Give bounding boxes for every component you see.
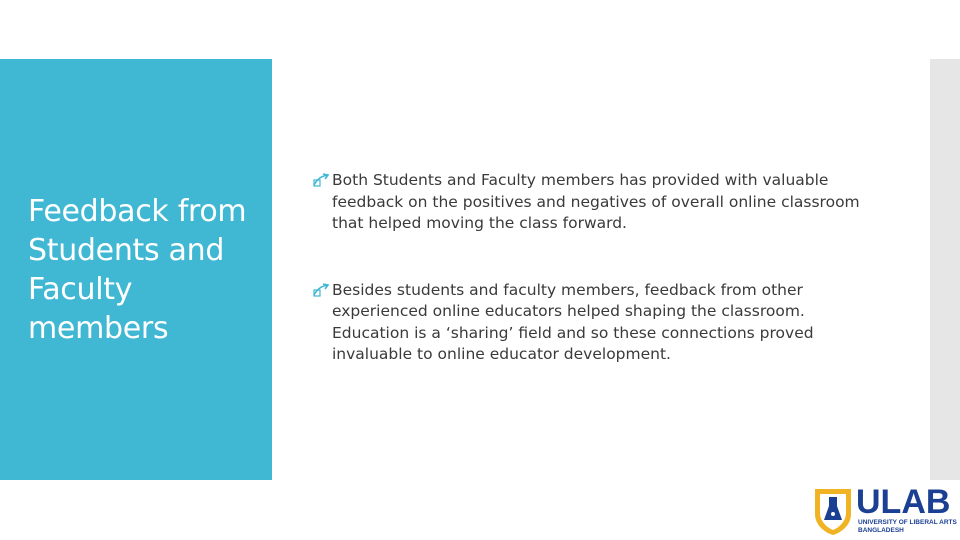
crest-icon — [812, 486, 854, 536]
bullet-text: Besides students and faculty members, feedback from other experienced online educators helped shaping the classroom. Education is a ‘sharing’ field and so these connections proved invaluable to online educator development. — [332, 280, 814, 363]
logo-subtitle-line1: UNIVERSITY OF LIBERAL ARTS — [858, 519, 957, 526]
bullet-arrow-icon — [312, 172, 330, 188]
bullet-arrow-icon — [312, 282, 330, 298]
bullet-list — [312, 170, 872, 411]
slide-title: Feedback from Students and Faculty members — [28, 194, 247, 346]
logo-wordmark: ULAB — [856, 483, 951, 521]
bullet-item — [312, 170, 872, 235]
bullet-item — [312, 280, 872, 366]
logo-subtitle — [858, 519, 958, 535]
right-accent-strip — [930, 59, 960, 480]
logo-subtitle-line2: BANGLADESH — [858, 527, 904, 534]
ulab-logo — [812, 483, 957, 536]
bullet-text: Both Students and Faculty members has provided with valuable feedback on the positives and negatives of overall online classroom that helped moving the class forward. — [332, 171, 860, 232]
